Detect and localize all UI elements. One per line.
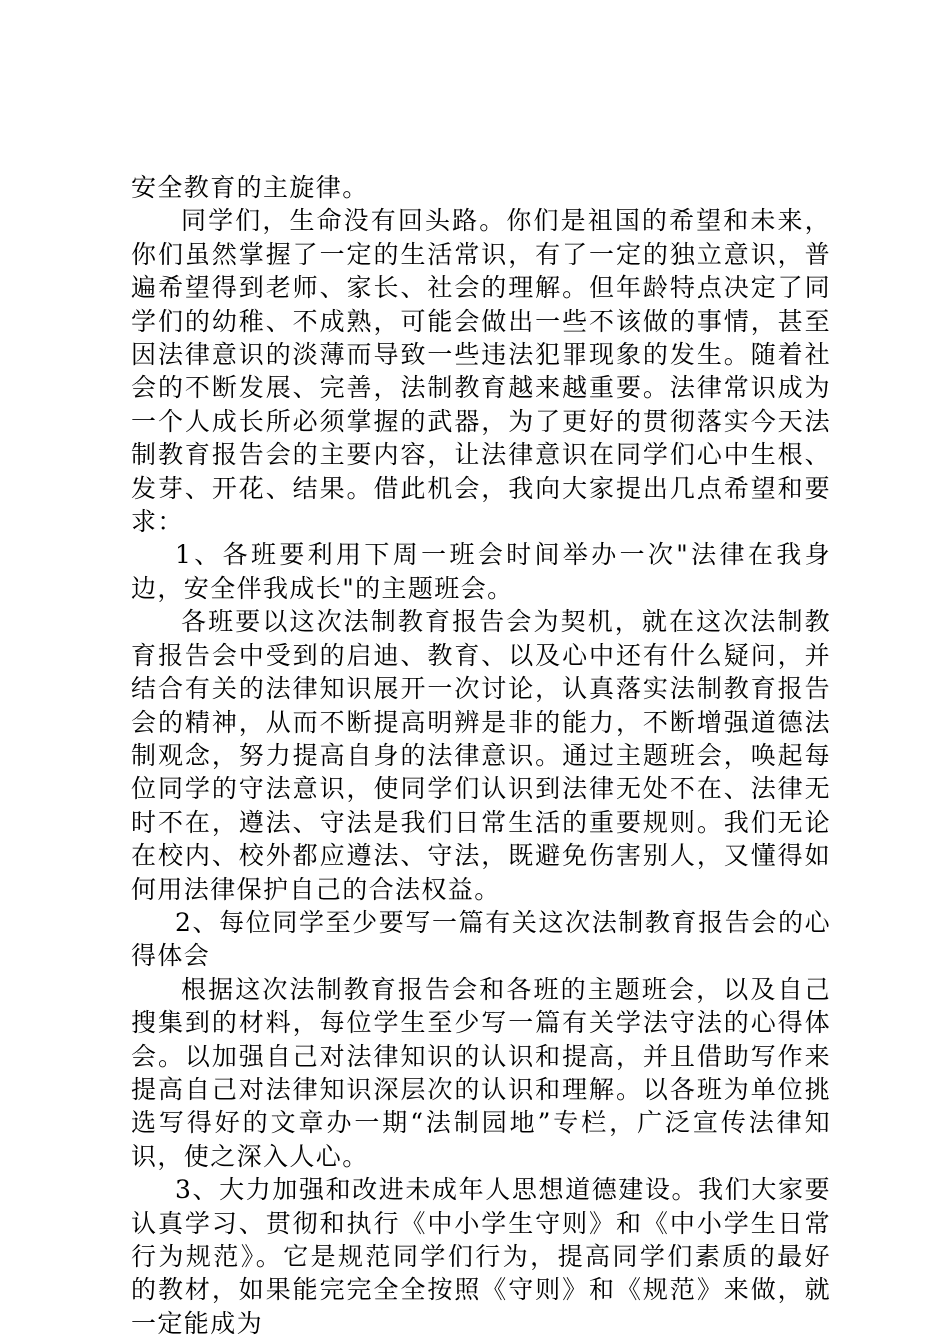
- paragraph-item-3: 3、大力加强和改进未成年人思想道德建设。我们大家要认真学习、贯彻和执行《中小学生守则》和《中小学生日常行为规范》。它是规范同学们行为，提高同学们素质的最好的教材，如果能完完全全按照《守则》和《规范》来做，就一定能成为: [131, 1175, 831, 1338]
- document-body: [131, 171, 831, 1340]
- paragraph-continuation: 安全教育的主旋律。: [131, 173, 369, 202]
- paragraph-intro: 同学们，生命没有回头路。你们是祖国的希望和未来，你们虽然掌握了一定的生活常识，有了一定的独立意识，普遍希望得到老师、家长、社会的理解。但年龄特点决定了同学们的幼稚、不成熟，可能会做出一些不该做的事情，甚至因法律意识的淡薄而导致一些违法犯罪现象的发生。随着社会的不断发展、完善，法制教育越来越重要。法律常识成为一个人成长所必须掌握的武器，为了更好的贯彻落实今天法制教育报告会的主要内容，让法律意识在同学们心中生根、发芽、开花、结果。借此机会，我向大家提出几点希望和要求：: [131, 206, 831, 537]
- paragraph-item-2-heading: 2、每位同学至少要写一篇有关这次法制教育报告会的心得体会: [131, 907, 831, 971]
- paragraph-item-1-heading: 1、各班要利用下周一班会时间举办一次"法律在我身边，安全伴我成长"的主题班会。: [131, 540, 831, 603]
- paragraph-item-1-body: 各班要以这次法制教育报告会为契机，就在这次法制教育报告会中受到的启迪、教育、以及心中还有什么疑问，并结合有关的法律知识展开一次讨论，认真落实法制教育报告会的精神，从而不断提高明辨是非的能力，不断增强道德法制观念，努力提高自身的法律意识。通过主题班会，唤起每位同学的守法意识，使同学们认识到法律无处不在、法律无时不在，遵法、守法是我们日常生活的重要规则。我们无论在校内、校外都应遵法、守法，既避免伤害别人，又懂得如何用法律保护自己的合法权益。: [131, 607, 831, 904]
- paragraph-item-2-body: 根据这次法制教育报告会和各班的主题班会，以及自己搜集到的材料，每位学生至少写一篇有关学法守法的心得体会。以加强自己对法律知识的认识和提高，并且借助写作来提高自己对法律知识深层次的认识和理解。以各班为单位挑选写得好的文章办一期“法制园地”专栏，广泛宣传法律知识，使之深入人心。: [131, 974, 831, 1171]
